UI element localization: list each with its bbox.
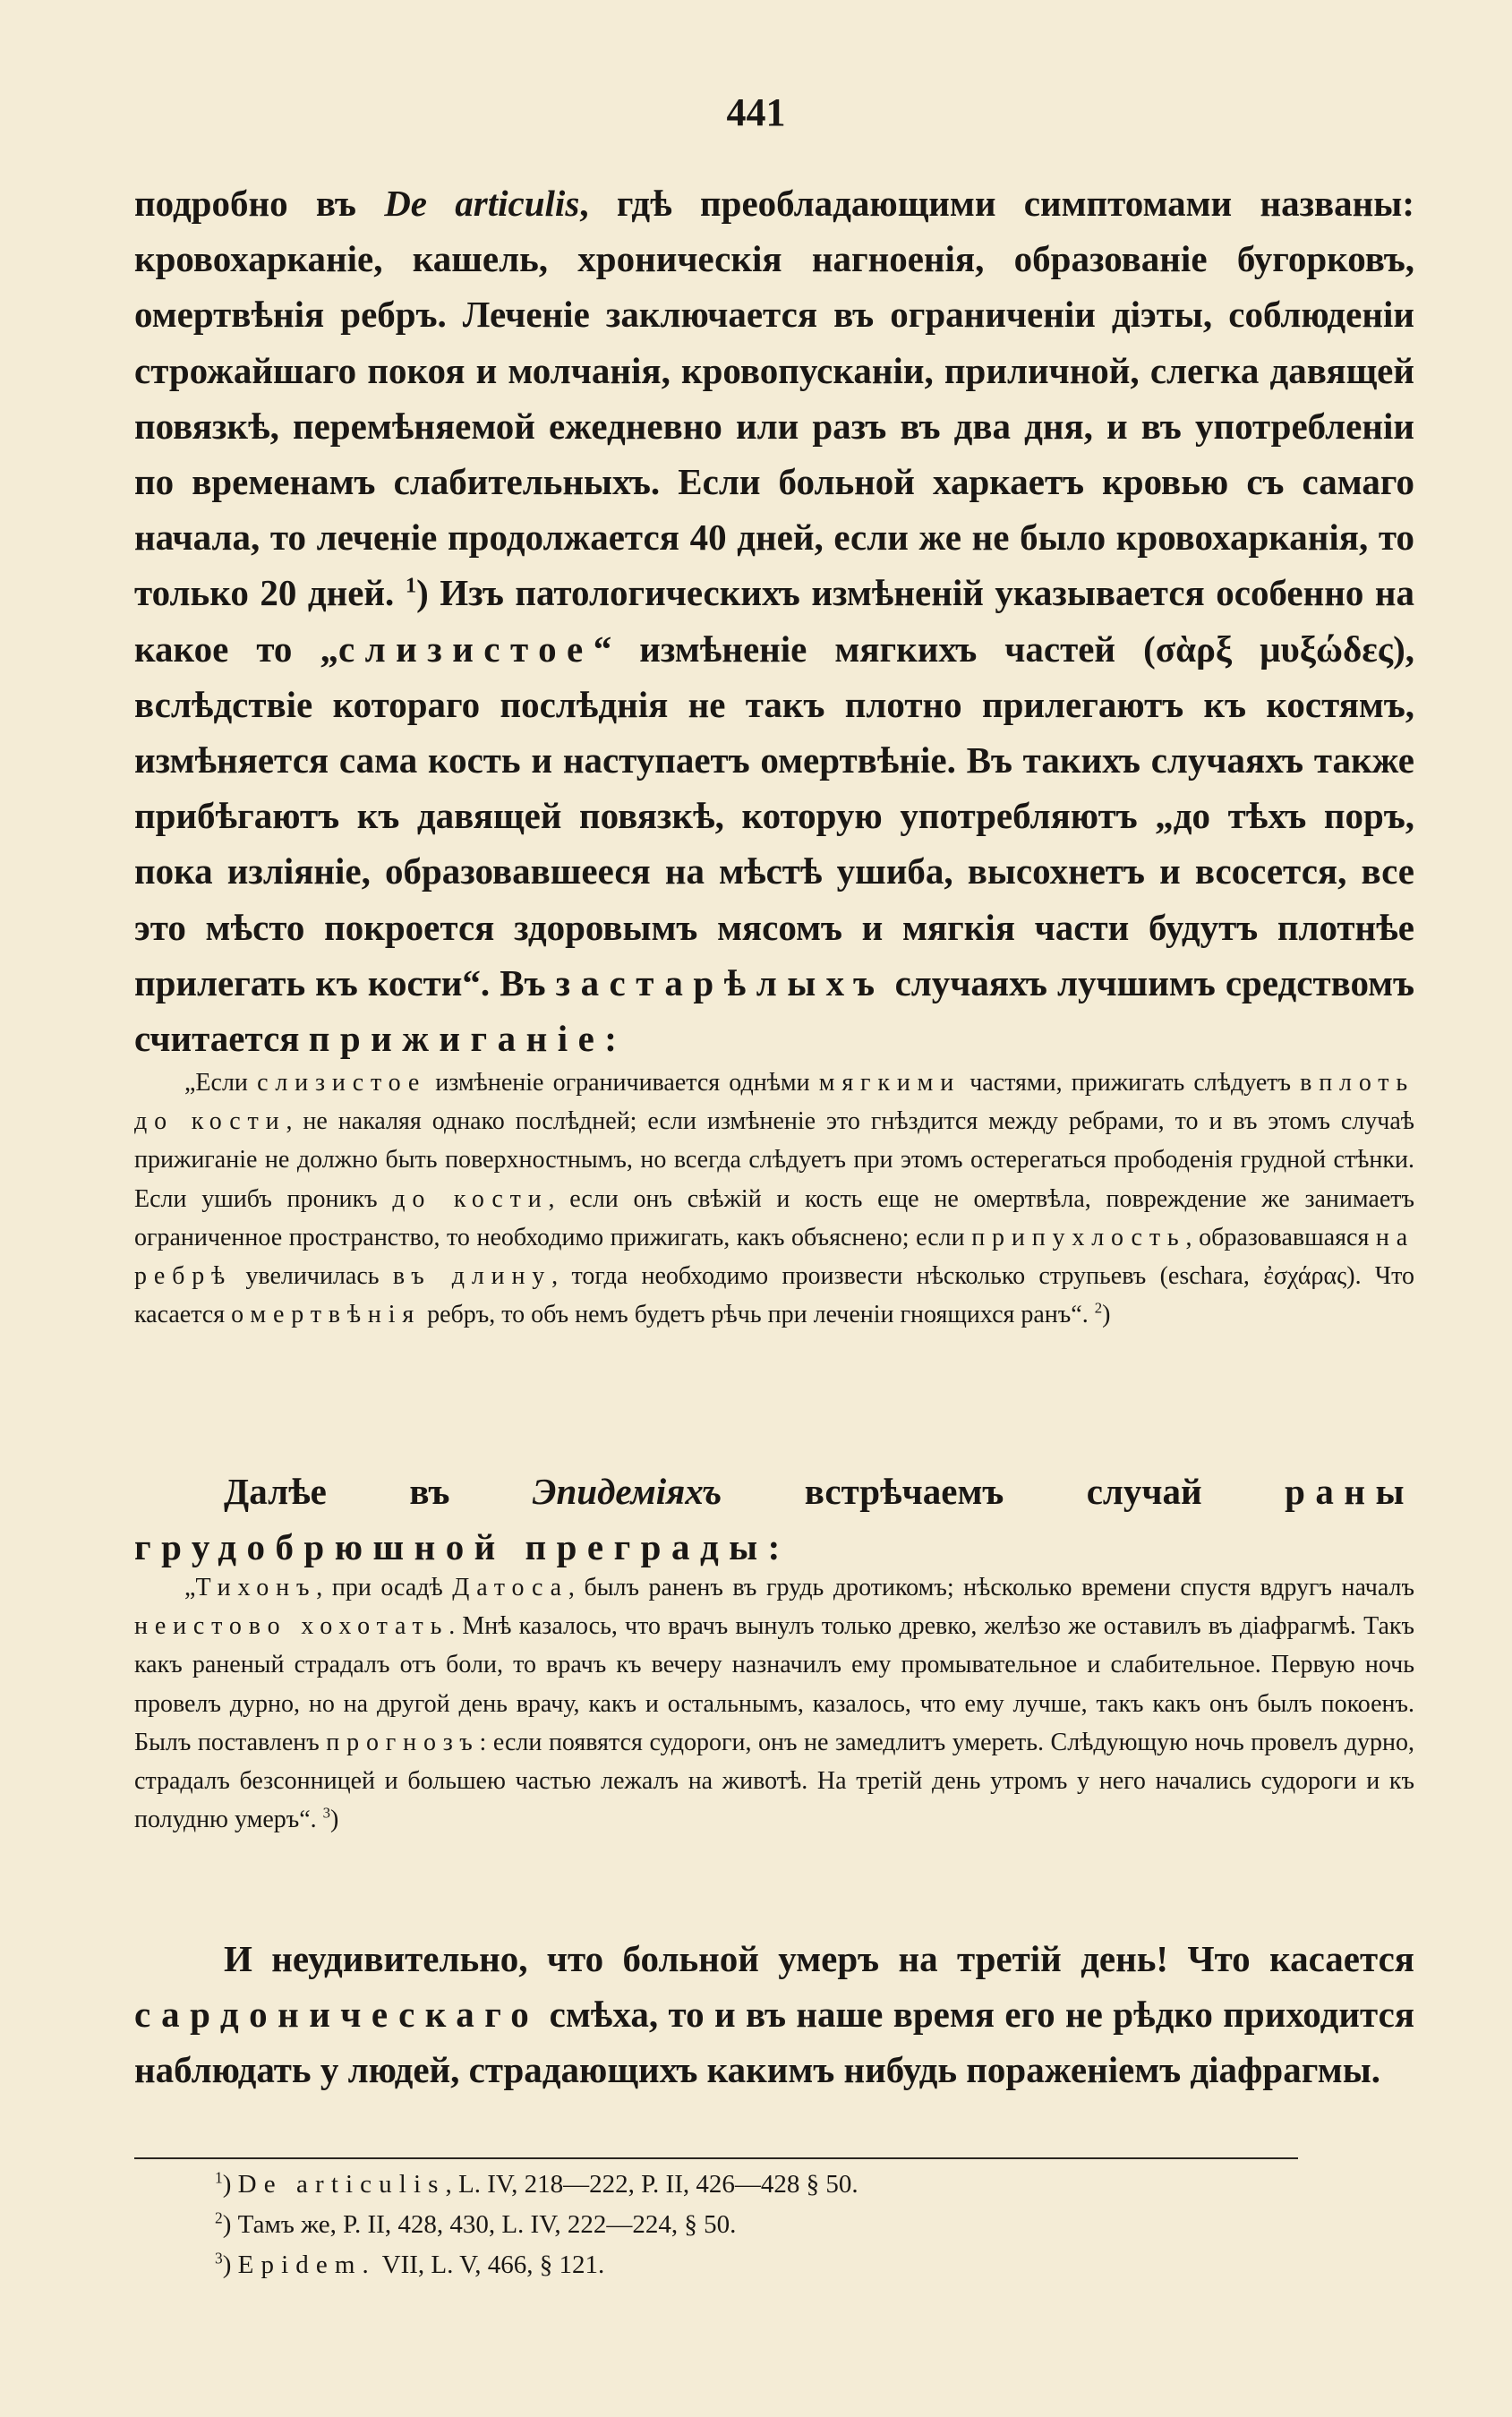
- spaced-emphasis: мягкими: [818, 1069, 961, 1097]
- spaced-emphasis: прижиганіе: [308, 1018, 605, 1060]
- text-span: , гдѣ преобладающими симптомами названы: кровохарканіе, кашель, хроническія нагноенія, образованіе бугорковъ, омертвѣнія ребръ. Леченіе заключается въ ограниченіи діэты, соблюденіи строжайшаго покоя и молчанія, кровопусканіи, приличной, слегка давящей повязкѣ, перемѣняемой ежедневно или разъ въ два дня, и въ употребленіи по временамъ слабительныхъ. Если больной харкаетъ кровью съ самаго начала, то леченіе продолжается 40 дней, если же не было кровохарканія, то только 20 дней.: [134, 183, 1414, 614]
- footnote-ref: 2: [1094, 1299, 1103, 1317]
- footnotes: [215, 2165, 1414, 2285]
- footnote-mark: 1: [215, 2168, 223, 2187]
- text-span: , при осадѣ: [316, 1574, 453, 1601]
- text-span: :: [604, 1018, 617, 1060]
- text-span: , L. IV, 218—222, P. II, 426—428 § 50.: [445, 2170, 859, 2199]
- quotation-2: [134, 1568, 1414, 1839]
- text-span: И неудивительно, что больной умеръ на третій день! Что касается: [224, 1938, 1414, 1979]
- spaced-emphasis: Epidem.: [237, 2250, 376, 2279]
- footnote-mark: 2: [215, 2208, 223, 2227]
- text-span: , образовавшаяся: [1185, 1223, 1376, 1251]
- text-span: VII, L. V, 466, § 121.: [375, 2250, 605, 2279]
- spaced-emphasis: слизистое: [257, 1069, 427, 1097]
- spaced-emphasis: Датоса: [452, 1574, 568, 1601]
- spaced-emphasis: прогнозъ: [326, 1728, 480, 1756]
- text-span: ребръ, то объ немъ будетъ рѣчь при леченіи гноящихся ранъ“.: [421, 1301, 1095, 1329]
- text-span: увеличилась: [232, 1262, 393, 1291]
- spaced-emphasis: на ребрѣ: [134, 1223, 1414, 1291]
- footnote-ref: 3: [322, 1804, 331, 1822]
- spaced-emphasis: припухлость: [971, 1223, 1186, 1251]
- text-span: , не накаляя однако послѣдней; если измѣненіе это гнѣздится между ребрами, то и въ этомъ случаѣ прижиганіе не должно быть поверхностнымъ, но всегда слѣдуетъ при этомъ остерегаться прободенія грудной стѣнки. Если ушибъ проникъ: [134, 1107, 1414, 1213]
- text-span: ) Изъ патологическихъ измѣненій указывается особенно на какое то „: [134, 572, 1414, 670]
- text-span: ): [1102, 1301, 1111, 1329]
- paragraph-3: [134, 1931, 1414, 2098]
- quotation-1: [134, 1063, 1414, 1334]
- footnote-divider: [134, 2157, 1298, 2159]
- text-span: частями, прижигать слѣдуетъ: [961, 1069, 1301, 1097]
- text-span: , тогда необходимо произвести нѣсколько струпьевъ (eschara, ἐσχάρας). Что касается: [134, 1262, 1414, 1329]
- text-span: “ измѣненіе мягкихъ частей (σὰρξ μυξώδες), вслѣдствіе котораго послѣднія не такъ плотно прилегаютъ къ костямъ, измѣняется сама кость и наступаетъ омертвѣніе. Въ такихъ случаяхъ также прибѣгаютъ къ давящей повязкѣ, которую употребляютъ „до тѣхъ поръ, пока изліяніе, образовавшееся на мѣстѣ ушиба, высохнетъ и всосется, все это мѣсто покроется здоровымъ мясомъ и мягкія части будутъ плотнѣе прилегать къ кости“. Въ: [134, 628, 1414, 1004]
- text-span: :: [767, 1526, 781, 1568]
- spaced-emphasis: застарѣлыхъ: [555, 961, 885, 1004]
- text-span: Далѣе въ: [224, 1471, 533, 1512]
- spaced-emphasis: омертвѣнія: [231, 1301, 422, 1329]
- text-span: ): [222, 2170, 238, 2199]
- text-span: , былъ раненъ въ грудь дротикомъ; нѣсколько времени спустя вдругъ началъ: [568, 1574, 1415, 1601]
- text-span: подробно въ: [134, 183, 385, 224]
- text-span: ): [330, 1806, 339, 1834]
- text-span: встрѣчаемъ случай: [722, 1471, 1286, 1512]
- spaced-emphasis: неистово хохотать: [134, 1612, 449, 1641]
- page-number: 441: [726, 90, 786, 134]
- italic-title: Эпидеміяхъ: [532, 1471, 722, 1512]
- footnote-3: [215, 2245, 1414, 2285]
- text-span: смѣха, то и въ наше время его не рѣдко приходится наблюдать у людей, страдающихъ какимъ нибудь пораженіемъ діафрагмы.: [134, 1994, 1414, 2091]
- paragraph-2: [134, 1464, 1414, 1575]
- text-span: „: [184, 1574, 196, 1601]
- spaced-emphasis: въ длину: [392, 1262, 552, 1291]
- text-span: . Мнѣ казалось, что врачъ вынулъ только древко, желѣзо же оставилъ въ діафрагмѣ. Такъ какъ раненый страдалъ отъ боли, то врачъ къ вечеру назначилъ ему промывательное и слабительное. Первую ночь провелъ дурно, но на другой день врачу, какъ и остальнымъ, казалось, что ему лучше, такъ какъ онъ былъ покоенъ. Былъ поставленъ: [134, 1612, 1414, 1756]
- italic-title: De articulis: [384, 183, 580, 224]
- spaced-emphasis: раны грудобрюшной преграды: [134, 1471, 1414, 1568]
- spaced-emphasis: вплоть до кости: [134, 1069, 1414, 1136]
- text-span: случаяхъ лучшимъ средствомъ считается: [134, 961, 1414, 1060]
- spaced-emphasis: до кости: [392, 1184, 549, 1213]
- text-span: измѣненіе ограничивается однѣми: [426, 1069, 819, 1097]
- footnote-mark: 3: [215, 2249, 223, 2268]
- text-span: : если появятся судороги, онъ не замедлитъ умереть. Слѣдующую ночь провелъ дурно, страдалъ безсонницей и большею частью лежалъ на животѣ. На третій день утромъ у него начались судороги и къ полудню умеръ“.: [134, 1728, 1414, 1834]
- text-span: ): [222, 2250, 238, 2279]
- footnote-2: [215, 2205, 1414, 2245]
- paragraph-1: [134, 175, 1414, 1066]
- spaced-emphasis: De articulis: [237, 2170, 446, 2199]
- text-span: ) Тамъ же, P. II, 428, 430, L. IV, 222—224, § 50.: [222, 2210, 737, 2239]
- spaced-emphasis: сардоническаго: [134, 1994, 540, 2036]
- spaced-emphasis: слизистое: [337, 628, 594, 670]
- text-span: „Если: [184, 1069, 258, 1097]
- footnote-ref: 1: [405, 573, 417, 598]
- spaced-emphasis: Тихонъ: [195, 1574, 317, 1601]
- text-span: , если онъ свѣжій и кость еще не омертвѣла, повреждение же занимаетъ ограниченное пространство, то необходимо прижигать, какъ объяснено; если: [134, 1184, 1414, 1251]
- footnote-1: [215, 2165, 1414, 2205]
